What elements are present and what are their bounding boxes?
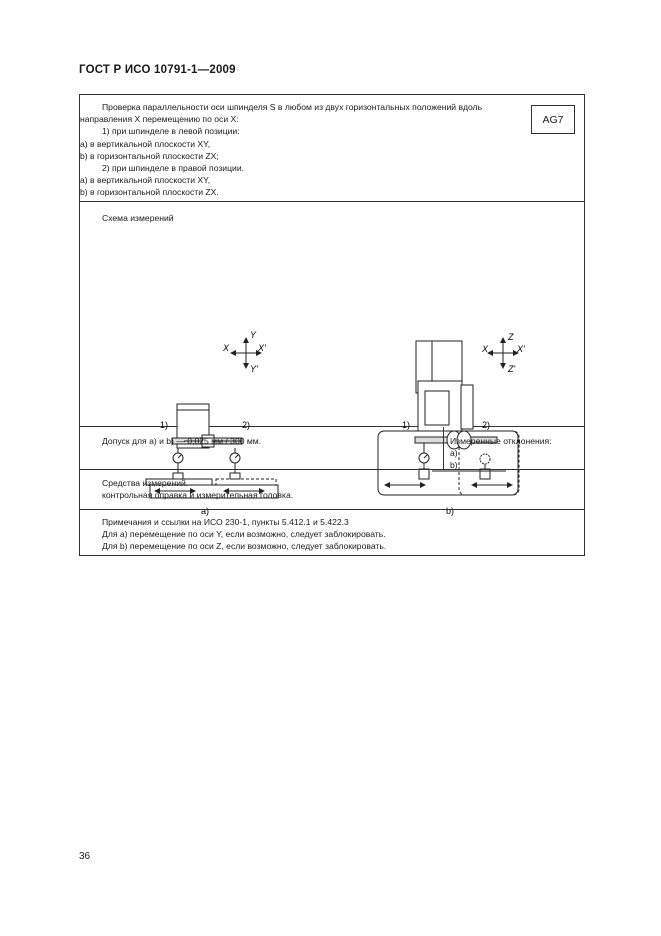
check-description-row — [80, 95, 584, 202]
notes-row — [80, 510, 584, 557]
axis-label-y: Y — [250, 330, 257, 340]
scheme-caption: Схема измерений — [102, 213, 174, 223]
check-item: a) в вертикальной плоскости XY, — [80, 138, 211, 149]
tolerance-text: Допуск для а) и b) — 0,025 мм / 300 мм. — [102, 436, 262, 446]
instruments-row — [80, 470, 584, 510]
instruments — [102, 477, 293, 501]
intro-line: направления X перемещению по оси X: — [80, 114, 239, 125]
position-label-1: 1) — [402, 420, 411, 430]
axis-label-y-prime: Y' — [250, 364, 258, 374]
diagram-label-a: a) — [201, 506, 210, 516]
axis-label-x: X — [482, 344, 489, 354]
axis-label-z: Z — [508, 332, 514, 342]
instruments-title: Средства измерений. — [102, 478, 189, 488]
axis-label-z-prime: Z' — [508, 364, 516, 374]
column-divider — [443, 427, 444, 469]
check-description — [80, 101, 540, 199]
measured-label: Измеренные отклонения: — [450, 436, 552, 446]
position-label-2: 2) — [242, 420, 251, 430]
notes-line: Для b) перемещение по оси Z, если возможно, следует заблокировать. — [102, 541, 387, 552]
instruments-text: контрольная оправка и измерительная головка. — [102, 490, 294, 501]
position-label-1: 1) — [160, 420, 169, 430]
check-item: b) в горизонтальной плоскости ZX; — [80, 150, 219, 161]
notes — [102, 516, 386, 553]
notes-line: Примечания и ссылки на ИСО 230-1, пункты 5.412.1 и 5.422.3 — [102, 517, 349, 527]
diagram-label-b: b) — [446, 506, 455, 516]
axis-label-x-prime: X' — [517, 344, 525, 354]
check-item: a) в вертикальной плоскости XY, — [80, 175, 211, 186]
test-card — [79, 94, 585, 556]
page-number: 36 — [79, 851, 91, 862]
measured-b: b) — [450, 460, 458, 471]
test-code-box: AG7 — [531, 105, 575, 134]
tolerance-row — [80, 427, 584, 470]
check-item: b) в горизонтальной плоскости ZX. — [80, 187, 219, 198]
measured-a: a) — [450, 448, 458, 459]
notes-line: Для a) перемещение по оси Y, если возможно, следует заблокировать. — [102, 529, 386, 540]
axis-label-x: X — [223, 343, 230, 353]
axis-label-x-prime: X' — [258, 343, 266, 353]
measured-deviations — [450, 435, 552, 472]
check-item: 2) при шпинделе в правой позиции. — [102, 163, 245, 174]
position-label-2: 2) — [482, 420, 491, 430]
intro-line: Проверка параллельности оси шпинделя S в любом из двух горизонтальных положений вдоль — [102, 102, 483, 112]
check-item: 1) при шпинделе в левой позиции: — [102, 126, 240, 137]
document-header: ГОСТ Р ИСО 10791-1—2009 — [79, 64, 236, 76]
